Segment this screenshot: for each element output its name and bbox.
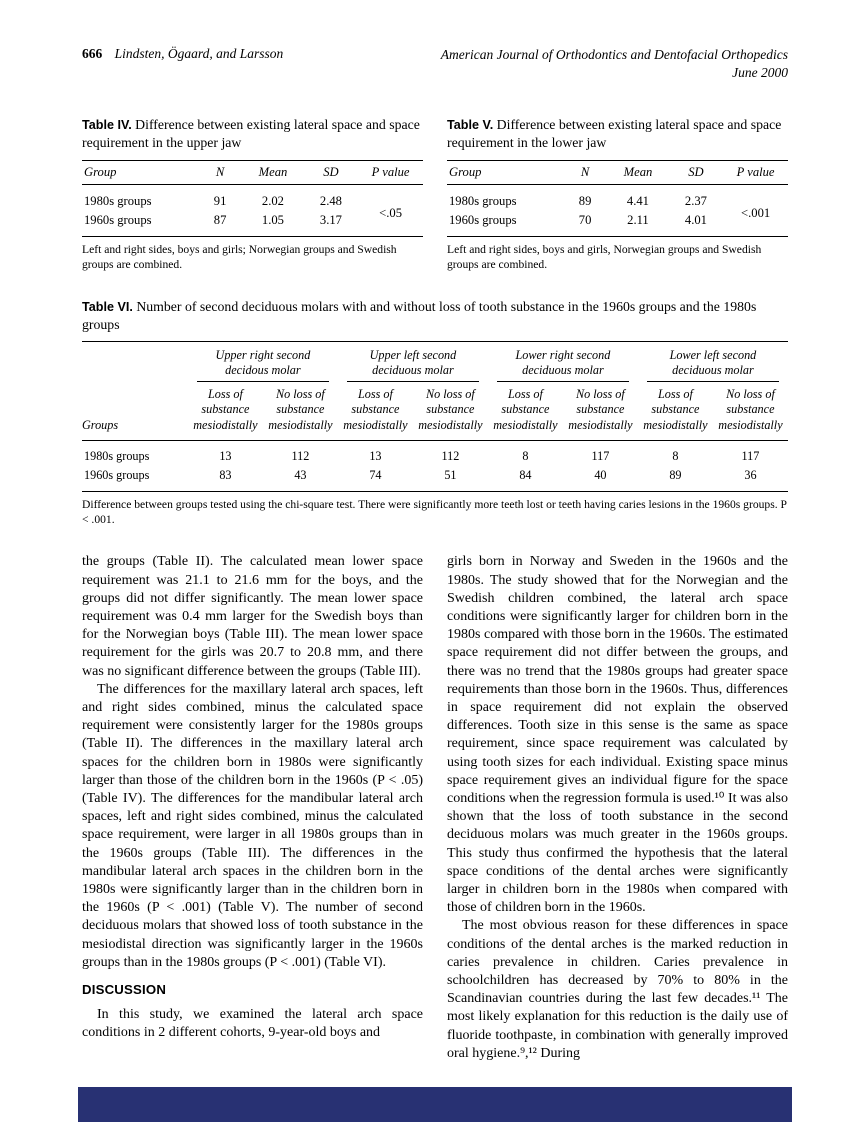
column-header: Mean	[607, 160, 668, 184]
body-paragraph: the groups (Table II). The calculated mean lower space requirement was 21.1 to 21.6 mm for the boys, and the groups did not differ significantly. The mean lower space requirement was 0.4 mm larger for the Swedish boys than for the Norwegian boys (Table III). The mean lower space requirement for the girls was 20.7 to 20.8 mm, and there was no significant difference between the groups (Table III).	[82, 554, 423, 679]
table-5-grid	[447, 160, 788, 237]
table-row	[82, 466, 788, 492]
cell-group: 1980s groups	[84, 193, 152, 208]
cell-value: 74	[369, 467, 382, 482]
column-header: Mean	[242, 160, 303, 184]
column-header: Loss of substance mesiodistally	[338, 382, 413, 440]
table-6-footnote: Difference between groups tested using the chi-square test. There were significantly more teeth lost or teeth having caries lesions in the 1960s groups. P < .001.	[82, 497, 787, 527]
cell-value: 36	[744, 467, 757, 482]
column-header: Loss of substance mesiodistally	[638, 382, 713, 440]
cell-value: 117	[591, 448, 610, 463]
cell-p-value: <.05	[379, 206, 403, 221]
cell-sd: 4.01	[684, 212, 707, 227]
sub-header-row	[82, 382, 788, 440]
cell-p-value: <.001	[741, 206, 771, 221]
table-6	[82, 298, 788, 527]
journal-title: American Journal of Orthodontics and Dentofacial Orthopedics	[440, 47, 788, 62]
body-paragraph: The most obvious reason for these differences in space conditions of the dental arches is the marked reduction in caries prevalence in children. Caries prevalence in schoolchildren has decreased by 70% to 80% in the Scandinavian countries during the last few decades.¹¹ The most likely explanation for this reduction is the daily use of fluoride toothpaste, in combination with generally improved oral hygiene.⁹,¹² During	[447, 918, 788, 1061]
column-header: P value	[358, 160, 423, 184]
column-header: No loss of substance mesiodistally	[413, 382, 488, 440]
table-5-label: Table V.	[447, 118, 494, 133]
page-header	[82, 46, 788, 82]
right-column	[447, 553, 788, 1063]
column-header: No loss of substance mesiodistally	[563, 382, 638, 440]
cell-value: 112	[441, 448, 460, 463]
cell-group: 1980s groups	[449, 193, 517, 208]
cell-n: 91	[213, 193, 227, 208]
table-5-title: Difference between existing lateral space and space requirement in the lower jaw	[447, 117, 782, 151]
empty-corner-cell	[82, 341, 188, 382]
page-bottom-bar	[78, 1087, 792, 1122]
column-header: No loss of substance mesiodistally	[713, 382, 788, 440]
cell-value: 51	[444, 467, 457, 482]
cell-group: 1960s groups	[84, 467, 150, 482]
table-6-title: Number of second deciduous molars with and without loss of tooth substance in the 1960s groups and the 1980s groups	[82, 299, 757, 333]
body-text	[82, 553, 788, 1063]
table-row	[82, 184, 423, 211]
cell-sd: 2.37	[684, 193, 707, 208]
row-header-label: Groups	[82, 382, 188, 440]
cell-mean: 2.02	[261, 193, 284, 208]
column-group-header: Lower right second deciduous molar	[488, 341, 638, 382]
table-4-title: Difference between existing lateral space and space requirement in the upper jaw	[82, 117, 420, 151]
cell-value: 13	[219, 448, 232, 463]
column-group-header: Upper right second decidous molar	[188, 341, 338, 382]
cell-sd: 3.17	[319, 212, 342, 227]
table-5	[447, 116, 788, 272]
cell-group: 1960s groups	[449, 212, 517, 227]
cell-mean: 2.11	[627, 212, 649, 227]
column-group-header: Upper left second deciduous molar	[338, 341, 488, 382]
cell-value: 84	[519, 467, 532, 482]
cell-value: 13	[369, 448, 382, 463]
table-5-footnote: Left and right sides, boys and girls, Norwegian groups and Swedish groups are combined.	[447, 242, 762, 271]
column-header: N	[563, 160, 607, 184]
issue-date: June 2000	[732, 65, 788, 81]
table-6-grid	[82, 341, 788, 492]
column-header: Group	[447, 160, 563, 184]
group-header-row	[82, 341, 788, 382]
table-header-row	[82, 160, 423, 184]
running-authors: Lindsten, Ögaard, and Larsson	[114, 46, 284, 61]
cell-n: 70	[578, 212, 592, 227]
table-4-grid	[82, 160, 423, 237]
body-paragraph: The differences for the maxillary lateral arch spaces, left and right sides combined, minus the calculated space requirement were consistently larger for the 1980s groups (Table II). The differences in the maxillary lateral arch spaces for the children born in 1980s were significantly larger than those of the children born in the 1960s (P < .05) (Table IV). The differences for the mandibular lateral arch spaces, left and right sides combined, minus the calculated space requirement, were larger in all 1980s groups than in the 1960s groups (Table III). The differences in the mandibular lateral arch spaces in the children born in the 1980s were significantly larger than in the children born in the 1960s (P < .001) (Table V). The number of second deciduous molars that showed loss of tooth substance in the mesiodistal direction was significantly larger in the 1960s groups than in the 1980s groups (P < .001) (Table VI).	[82, 681, 423, 970]
body-paragraph: In this study, we examined the lateral arch space conditions in 2 different cohorts, 9-year-old boys and	[82, 1007, 423, 1041]
table-4	[82, 116, 423, 272]
cell-sd: 2.48	[319, 193, 342, 208]
cell-mean: 4.41	[626, 193, 649, 208]
cell-n: 87	[213, 212, 227, 227]
column-header: SD	[669, 160, 724, 184]
cell-value: 117	[741, 448, 760, 463]
left-column	[82, 553, 423, 1063]
column-header: P value	[723, 160, 788, 184]
cell-n: 89	[578, 193, 592, 208]
table-6-label: Table VI.	[82, 300, 133, 315]
column-header: Loss of substance mesiodistally	[488, 382, 563, 440]
column-header: N	[198, 160, 242, 184]
small-tables-row	[82, 116, 788, 272]
column-header: No loss of substance mesiodistally	[263, 382, 338, 440]
table-4-footnote: Left and right sides, boys and girls; Norwegian groups and Swedish groups are combined.	[82, 242, 397, 271]
column-header: Loss of substance mesiodistally	[188, 382, 263, 440]
column-header: Group	[82, 160, 198, 184]
table-4-caption	[82, 116, 423, 151]
table-4-label: Table IV.	[82, 118, 132, 133]
cell-value: 89	[669, 467, 682, 482]
cell-group: 1980s groups	[84, 448, 150, 463]
table-header-row	[447, 160, 788, 184]
page-number: 666	[82, 46, 103, 61]
running-head-right	[441, 46, 788, 82]
cell-group: 1960s groups	[84, 212, 152, 227]
cell-value: 40	[594, 467, 607, 482]
table-row	[82, 440, 788, 466]
discussion-heading: DISCUSSION	[82, 982, 167, 998]
cell-value: 83	[219, 467, 232, 482]
cell-value: 8	[522, 448, 529, 463]
cell-value: 112	[291, 448, 310, 463]
cell-value: 8	[672, 448, 679, 463]
table-row	[447, 184, 788, 211]
cell-value: 43	[294, 467, 307, 482]
table-6-caption	[82, 298, 788, 333]
column-header: SD	[304, 160, 359, 184]
column-group-header: Lower left second deciduous molar	[638, 341, 788, 382]
table-5-caption	[447, 116, 788, 151]
cell-mean: 1.05	[261, 212, 284, 227]
running-head-left	[82, 46, 283, 62]
body-paragraph: girls born in Norway and Sweden in the 1960s and the 1980s. The study showed that for the Norwegian and the Swedish children combined, the lateral arch space conditions were significantly larger for children born in the 1980s compared with those born in the 1960s. The estimated space requirement did not differ between the groups, and there was no trend that the 1980s groups had greater space requirements than those born in the 1960s. Thus, differences in space requirement did not explain the observed differences. Tooth size in this sense is the same as space requirement, since space requirement was calculated by using tooth sizes for each individual. Existing space minus space requirement gives an individual figure for the space conditions when the regression formula is used.¹⁰ It was also shown that the loss of tooth substance in the second deciduous molars was much greater in the 1960s groups. This study thus confirmed the hypothesis that the lateral space conditions of the dental arches were significantly larger in children born in the 1980s when compared with those of children born in the 1960s.	[447, 554, 788, 916]
